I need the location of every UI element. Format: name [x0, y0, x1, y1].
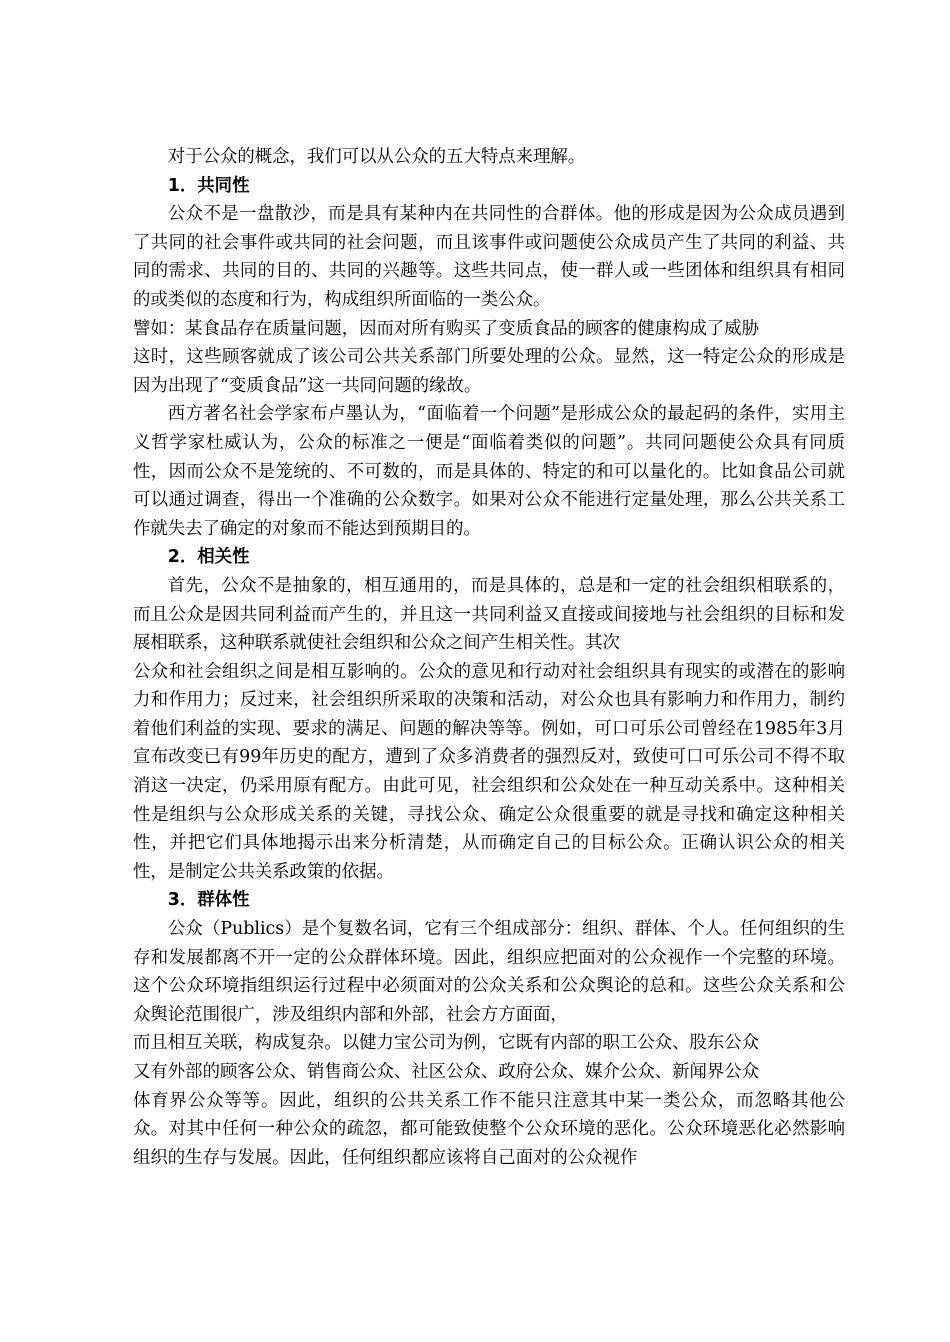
- commonality-paragraph-1: 公众不是一盘散沙，而是具有某种内在共同性的合群体。他的形成是因为公众成员遇到了共同的社会事件或共同的社会问题，而且该事件或问题使公众成员产生了共同的利益、共同的需求、共同的目的、共同的兴趣等。这些共同点，使一群人或一些团体和组织具有相同的或类似的态度和行为，构成组织所面临的一类公众。 譬如：某食品存在质量问题，因而对所有购买了变质食品的顾客的健康构成了威胁 这时，这些顾客就成了该公司公共关系部门所要处理的公众。显然，这一特定公众的形成是因为出现了“变质食品”这一共同问题的缘故。: [133, 204, 845, 396]
- intro-paragraph: 对于公众的概念，我们可以从公众的五大特点来理解。: [167, 147, 586, 167]
- section-heading-commonality: 1．共同性: [167, 175, 250, 196]
- section-heading-relevance: 2．相关性: [167, 547, 250, 568]
- relevance-paragraph-1: 首先，公众不是抽象的，相互通用的，而是具体的，总是和一定的社会组织相联系的，而且公众是因共同利益而产生的，并且这一共同利益又直接或间接地与社会组织的目标和发展相联系，这种联系就使社会组织和公众之间产生相关性。其次 公众和社会组织之间是相互影响的。公众的意见和行动对社会组织具有现实的或潜在的影响力和作用力；反过来，社会组织所采取的决策和活动，对公众也具有影响力和作用力，制约着他们利益的实现、要求的满足、问题的解决等等。例如，可口可乐公司曾经在1985年3月宣布改变已有99年历史的配方，遭到了众多消费者的强烈反对，致使可口可乐公司不得不取消这一决定，仍采用原有配方。由此可见，社会组织和公众处在一种互动关系中。这种相关性是组织与公众形成关系的关键，寻找公众、确定公众很重要的就是寻找和确定这种相关性，并把它们具体地揭示出来分析清楚，从而确定自己的目标公众。正确认识公众的相关性，是制定公共关系政策的依据。: [133, 575, 845, 882]
- document-page: [133, 143, 845, 1172]
- section-heading-group-nature: 3．群体性: [167, 890, 250, 911]
- group-nature-paragraph-1: 公众（Publics）是个复数名词，它有三个组成部分：组织、群体、个人。任何组织的生存和发展都离不开一定的公众群体环境。因此，组织应把面对的公众视作一个完整的环境。这个公众环境指组织运行过程中必须面对的公众关系和公众舆论的总和。这些公众关系和公众舆论范围很广，涉及组织内部和外部，社会方方面面， 而且相互关联，构成复杂。以健力宝公司为例，它既有内部的职工公众、股东公众 又有外部的顾客公众、销售商公众、社区公众、政府公众、媒介公众、新闻界公众 体育界公众等等。因此，组织的公共关系工作不能只注意其中某一类公众，而忽略其他公众。对其中任何一种公众的疏忽，都可能致使整个公众环境的恶化。公众环境恶化必然影响组织的生存与发展。因此，任何组织都应该将自己面对的公众视作: [133, 919, 845, 1168]
- commonality-paragraph-2: 西方著名社会学家布卢墨认为，“面临着一个问题”是形成公众的最起码的条件，实用主义哲学家杜威认为，公众的标准之一便是“面临着类似的问题”。共同问题使公众具有同质性，因而公众不是笼统的、不可数的，而是具体的、特定的和可以量化的。比如食品公司就可以通过调查，得出一个准确的公众数字。如果对公众不能进行定量处理，那么公共关系工作就失去了确定的对象而不能达到预期目的。: [133, 404, 845, 539]
